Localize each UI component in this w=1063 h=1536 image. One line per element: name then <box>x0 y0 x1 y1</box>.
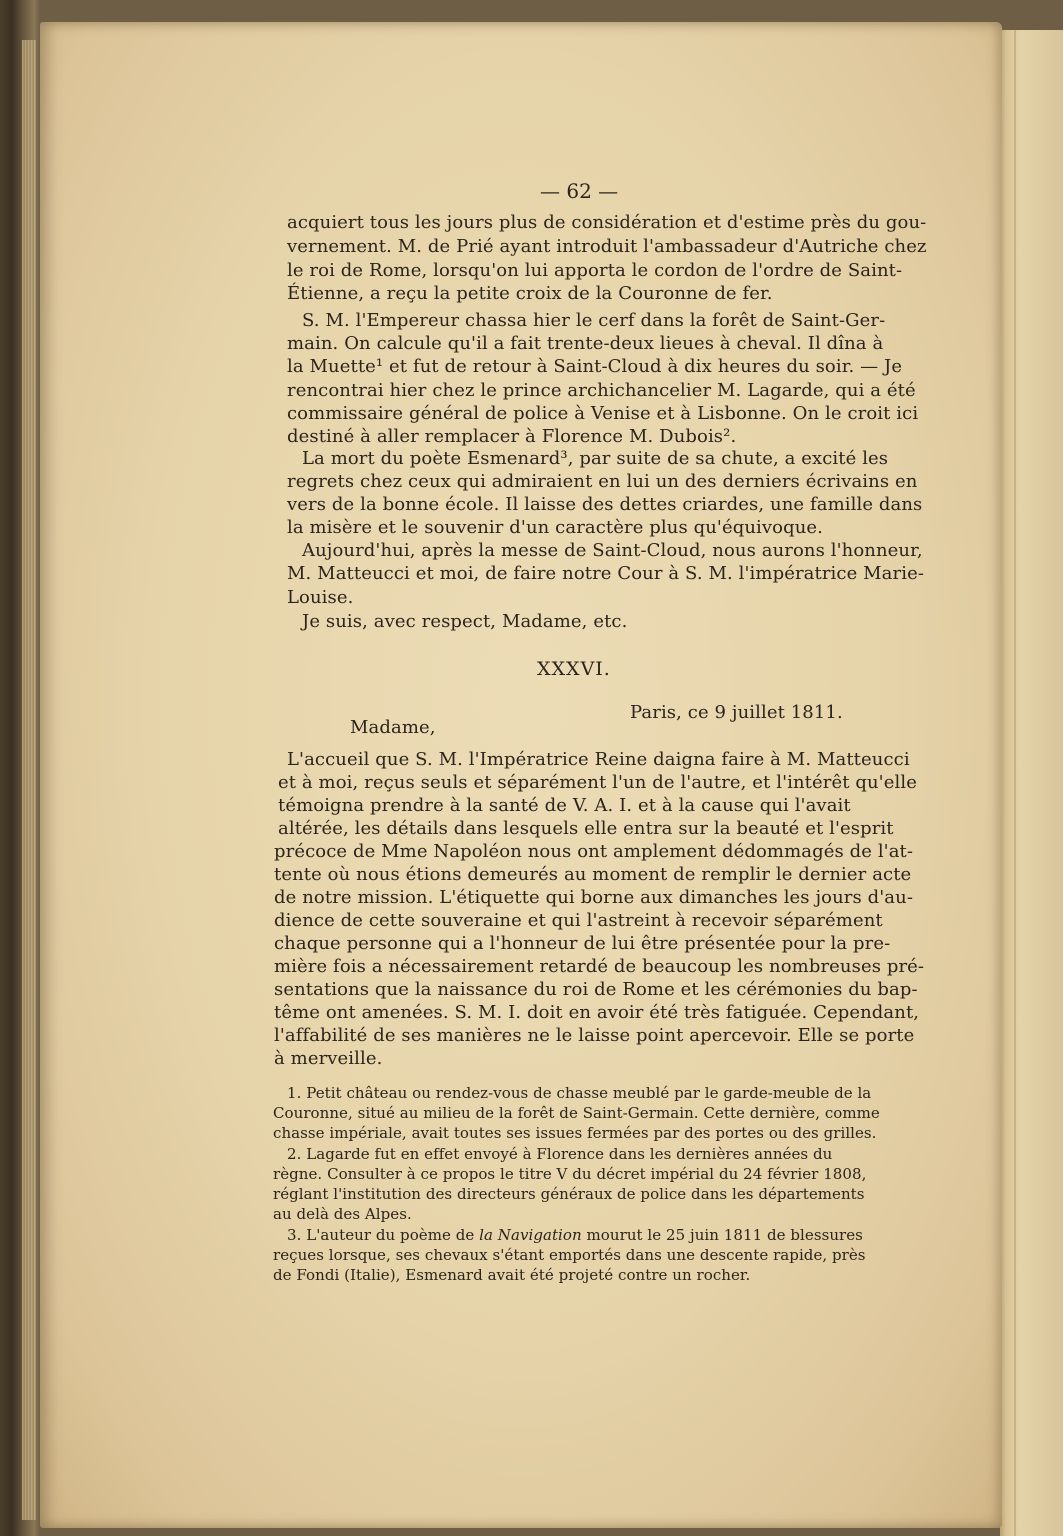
text-line: acquiert tous les jours plus de considération et d'estime près du gou- <box>287 212 927 233</box>
footnote-line: reçues lorsque, ses chevaux s'étant emportés dans une descente rapide, près <box>273 1246 866 1264</box>
text-line: commissaire général de police à Venise et à Lisbonne. On le croit ici <box>287 403 919 424</box>
text-line: vers de la bonne école. Il laisse des dettes criardes, une famille dans <box>287 494 923 515</box>
salutation: Madame, <box>350 717 436 738</box>
text-line: altérée, les détails dans lesquels elle entra sur la beauté et l'esprit <box>278 818 894 839</box>
letter-heading: XXXVI. <box>537 658 611 680</box>
text-line: l'affabilité de ses manières ne le laisse point apercevoir. Elle se porte <box>274 1025 915 1046</box>
footnote-line: 1. Petit château ou rendez-vous de chasse meublé par le garde-meuble de la <box>287 1084 872 1102</box>
text-line: destiné à aller remplacer à Florence M. Dubois². <box>287 426 737 447</box>
dateline: Paris, ce 9 juillet 1811. <box>630 702 843 723</box>
text-line: Louise. <box>287 587 354 608</box>
text-line: à merveille. <box>274 1048 383 1069</box>
page-stack-edge <box>22 40 36 1520</box>
text-line: la misère et le souvenir d'un caractère plus qu'équivoque. <box>287 517 823 538</box>
text-line: mière fois a nécessairement retardé de beaucoup les nombreuses pré- <box>274 956 925 977</box>
footnote-line: au delà des Alpes. <box>273 1205 412 1223</box>
text-line: précoce de Mme Napoléon nous ont amplement dédommagés de l'at- <box>274 841 914 862</box>
work-title: la Navigation <box>479 1226 582 1244</box>
text-line: rencontrai hier chez le prince archichancelier M. Lagarde, qui a été <box>287 380 916 401</box>
footnote-line: règne. Consulter à ce propos le titre V du décret impérial du 24 février 1808, <box>273 1165 867 1183</box>
closing-line: Je suis, avec respect, Madame, etc. <box>302 611 628 632</box>
text-line: le roi de Rome, lorsqu'on lui apporta le cordon de l'ordre de Saint- <box>287 260 903 281</box>
text-line: témoigna prendre à la santé de V. A. I. et à la cause qui l'avait <box>278 795 851 816</box>
footnote-line: Couronne, situé au milieu de la forêt de Saint-Germain. Cette dernière, comme <box>273 1104 880 1122</box>
text-line: de notre mission. L'étiquette qui borne aux dimanches les jours d'au- <box>274 887 914 908</box>
text-line: tente où nous étions demeurés au moment de remplir le dernier acte <box>274 864 912 885</box>
text-line: vernement. M. de Prié ayant introduit l'ambassadeur d'Autriche chez <box>287 236 927 257</box>
footnote-line: de Fondi (Italie), Esmenard avait été projeté contre un rocher. <box>273 1266 751 1284</box>
text-line: main. On calcule qu'il a fait trente-deux lieues à cheval. Il dîna à <box>287 333 884 354</box>
text-line: regrets chez ceux qui admiraient en lui un des derniers écrivains en <box>287 471 918 492</box>
footnote-text: 3. L'auteur du poème de <box>287 1226 475 1244</box>
footnote-text: mourut le 25 juin 1811 de blessures <box>586 1226 863 1244</box>
page-number: — 62 — <box>540 179 619 203</box>
text-line: chaque personne qui a l'honneur de lui être présentée pour la pre- <box>274 933 891 954</box>
footnote-line: 2. Lagarde fut en effet envoyé à Florence dans les dernières années du <box>287 1145 833 1163</box>
text-line: et à moi, reçus seuls et séparément l'un de l'autre, et l'intérêt qu'elle <box>278 772 917 793</box>
text-line: Aujourd'hui, après la messe de Saint-Cloud, nous aurons l'honneur, <box>302 540 923 561</box>
text-line: Étienne, a reçu la petite croix de la Couronne de fer. <box>287 283 773 304</box>
text-line: La mort du poète Esmenard³, par suite de sa chute, a excité les <box>302 448 889 469</box>
text-line: sentations que la naissance du roi de Rome et les cérémonies du bap- <box>274 979 918 1000</box>
text-line: dience de cette souveraine et qui l'astreint à recevoir séparément <box>274 910 883 931</box>
text-line: tême ont amenées. S. M. I. doit en avoir été très fatiguée. Cependant, <box>274 1002 920 1023</box>
text-line: S. M. l'Empereur chassa hier le cerf dans la forêt de Saint-Ger- <box>302 310 886 331</box>
footnote-line: réglant l'institution des directeurs généraux de police dans les départements <box>273 1185 865 1203</box>
text-line: la Muette¹ et fut de retour à Saint-Cloud à dix heures du soir. — Je <box>287 356 903 377</box>
footnote-line <box>287 1228 863 1243</box>
text-line: L'accueil que S. M. l'Impératrice Reine daigna faire à M. Matteucci <box>287 749 910 770</box>
text-line: M. Matteucci et moi, de faire notre Cour à S. M. l'impératrice Marie- <box>287 563 925 584</box>
footnote-line: chasse impériale, avait toutes ses issues fermées par des portes ou des grilles. <box>273 1124 877 1142</box>
next-page-edge <box>1000 30 1063 1536</box>
